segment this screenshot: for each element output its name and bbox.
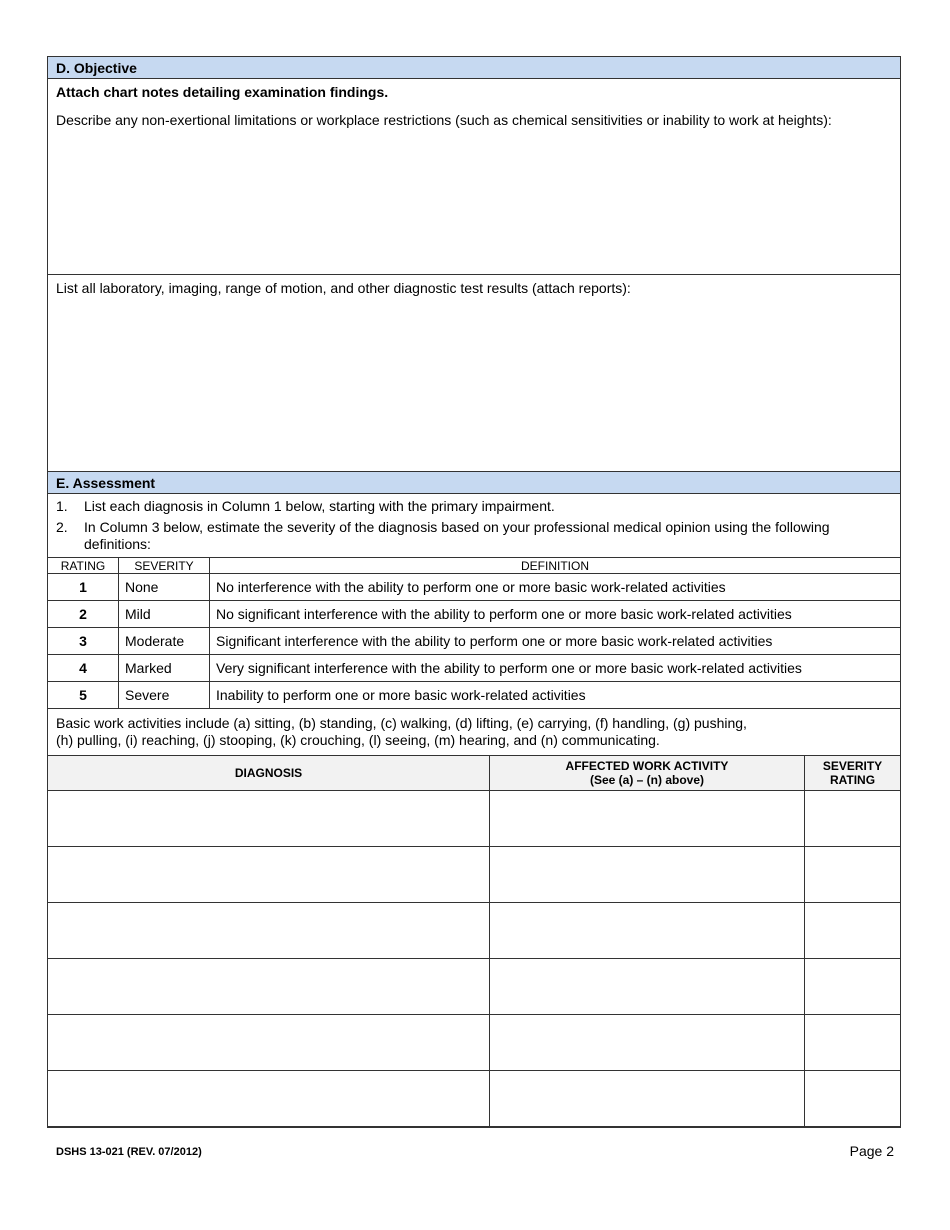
- activity-input[interactable]: [490, 959, 805, 1015]
- activity-header-line: (See (a) – (n) above): [589, 773, 705, 787]
- lab-prompt: List all laboratory, imaging, range of motion, and other diagnostic test results (attach reports):: [56, 280, 631, 296]
- rating-row: [48, 601, 901, 628]
- instruction-number: 1.: [56, 498, 68, 514]
- severity-definition: Very significant interference with the ability to perform one or more basic work-related activities: [210, 655, 901, 682]
- severity-rating-column-header: [805, 756, 901, 791]
- activity-header-line: AFFECTED WORK ACTIVITY: [565, 759, 729, 773]
- diagnosis-input[interactable]: [48, 1015, 490, 1071]
- nonexertional-prompt: Describe any non-exertional limitations or workplace restrictions (such as chemical sensitivities or inability to work at heights):: [56, 112, 832, 128]
- activity-column-header: [490, 756, 805, 791]
- rating-value: 5: [48, 682, 119, 709]
- form-frame: [47, 56, 901, 1128]
- rating-row: [48, 655, 901, 682]
- rating-value: 3: [48, 628, 119, 655]
- activity-input[interactable]: [490, 1071, 805, 1127]
- severity-input[interactable]: [805, 1071, 901, 1127]
- rating-row: [48, 628, 901, 655]
- rating-row: [48, 574, 901, 601]
- instruction-item: [48, 519, 900, 553]
- severity-definition: No significant interference with the ability to perform one or more basic work-related activities: [210, 601, 901, 628]
- instruction-item: [48, 498, 900, 515]
- severity-label: None: [119, 574, 210, 601]
- diagnosis-table: [47, 755, 901, 1127]
- diagnosis-input[interactable]: [48, 903, 490, 959]
- diagnosis-input[interactable]: [48, 959, 490, 1015]
- severity-definition: Significant interference with the ability to perform one or more basic work-related activities: [210, 628, 901, 655]
- severity-header-line: RATING: [829, 773, 876, 787]
- severity-definition: No interference with the ability to perform one or more basic work-related activities: [210, 574, 901, 601]
- diagnosis-row: [48, 959, 901, 1015]
- section-e-header: E. Assessment: [48, 471, 900, 494]
- severity-label: Marked: [119, 655, 210, 682]
- activity-input[interactable]: [490, 847, 805, 903]
- severity-label: Severe: [119, 682, 210, 709]
- page-number: Page 2: [849, 1143, 894, 1159]
- severity-label: Mild: [119, 601, 210, 628]
- diagnosis-row: [48, 1015, 901, 1071]
- severity-input[interactable]: [805, 1015, 901, 1071]
- instructions-list: [48, 494, 900, 557]
- rating-value: 2: [48, 601, 119, 628]
- instruction-text: In Column 3 below, estimate the severity of the diagnosis based on your professional medical opinion using the following definitions:: [84, 519, 830, 552]
- activity-input[interactable]: [490, 903, 805, 959]
- rating-value: 1: [48, 574, 119, 601]
- basic-activities-line: (h) pulling, (i) reaching, (j) stooping, (k) crouching, (l) seeing, (m) hearing, and (n) communicating.: [56, 732, 660, 748]
- instruction-number: 2.: [56, 519, 68, 535]
- severity-ratings-table: [47, 557, 901, 709]
- activity-input[interactable]: [490, 1015, 805, 1071]
- severity-input[interactable]: [805, 959, 901, 1015]
- diagnosis-header-row: [48, 756, 901, 791]
- instruction-text: List each diagnosis in Column 1 below, starting with the primary impairment.: [84, 498, 555, 514]
- severity-input[interactable]: [805, 791, 901, 847]
- rating-value: 4: [48, 655, 119, 682]
- diagnosis-row: [48, 791, 901, 847]
- severity-input[interactable]: [805, 847, 901, 903]
- definition-column-header: DEFINITION: [210, 558, 901, 574]
- form-id: DSHS 13-021 (REV. 07/2012): [56, 1146, 202, 1158]
- diagnosis-row: [48, 847, 901, 903]
- basic-activities-line: Basic work activities include (a) sitting, (b) standing, (c) walking, (d) lifting, (e) carrying, (f) handling, (g) pushing,: [56, 715, 747, 731]
- diagnosis-row: [48, 903, 901, 959]
- diagnosis-input[interactable]: [48, 1071, 490, 1127]
- severity-input[interactable]: [805, 903, 901, 959]
- rating-row: [48, 682, 901, 709]
- severity-header-line: SEVERITY: [822, 759, 883, 773]
- attach-note: Attach chart notes detailing examination findings.: [56, 84, 389, 100]
- diagnosis-input[interactable]: [48, 791, 490, 847]
- severity-definition: Inability to perform one or more basic work-related activities: [210, 682, 901, 709]
- severity-column-header: SEVERITY: [119, 558, 210, 574]
- rating-column-header: RATING: [48, 558, 119, 574]
- activity-input[interactable]: [490, 791, 805, 847]
- nonexertional-field[interactable]: [48, 79, 900, 275]
- section-d-header: D. Objective: [48, 57, 900, 79]
- diagnosis-input[interactable]: [48, 847, 490, 903]
- ratings-header-row: [48, 558, 901, 574]
- diagnosis-row: [48, 1071, 901, 1127]
- diagnosis-column-header: DIAGNOSIS: [48, 756, 490, 791]
- severity-label: Moderate: [119, 628, 210, 655]
- basic-activities-note: [48, 709, 900, 755]
- lab-results-field[interactable]: [48, 275, 900, 471]
